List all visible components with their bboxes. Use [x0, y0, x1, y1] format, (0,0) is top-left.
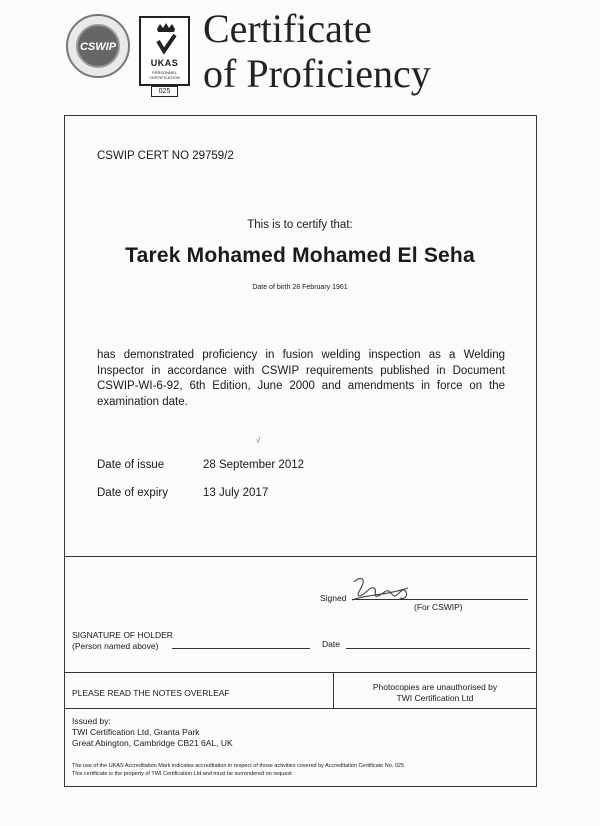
legal-notice-line-1: The use of the UKAS Accreditation Mark indicates accreditation in respect of those activities covered by Accreditation Certificate No. 025: [72, 763, 405, 769]
photocopy-notice-line-2: TWI Certification Ltd: [396, 693, 474, 703]
issue-date-value: 28 September 2012: [203, 459, 305, 471]
date-label: Date: [322, 639, 340, 649]
section-divider-top: [64, 556, 537, 557]
holder-signature-sublabel: (Person named above): [72, 641, 159, 651]
signed-label: Signed: [320, 593, 347, 603]
issuer-block: [72, 716, 233, 749]
date-of-birth: Date of birth 28 February 1961: [252, 284, 348, 291]
expiry-date-label: Date of expiry: [97, 487, 168, 499]
expiry-date-value: 13 July 2017: [203, 487, 269, 499]
ukas-logo-subtitle: PERSONNEL CERTIFICATION: [149, 70, 180, 80]
issue-date-label: Date of issue: [97, 459, 165, 471]
proficiency-statement: has demonstrated proficiency in fusion welding inspection as a Welding Inspector in accordance with CSWIP requirements published in Document CSWIP-WI-6-92, 6th Edition, June 2000 and amendments in force on the examination date.: [97, 349, 505, 408]
section-divider-footer: [64, 708, 537, 709]
cswip-signature: [350, 574, 412, 606]
photocopy-notice-line-1: Photocopies are unauthorised by: [372, 682, 498, 692]
legal-notice-line-2: This certificate is the property of TWI Certification Ltd and must be surrendered on request: [72, 771, 292, 777]
for-cswip-label: (For CSWIP): [414, 602, 463, 612]
crown-check-icon: [154, 21, 178, 57]
photocopy-notice: [333, 682, 537, 704]
cswip-logo-text: CSWIP: [79, 41, 117, 53]
title-line-2: of Proficiency: [203, 51, 431, 96]
check-mark-icon: √: [256, 436, 261, 445]
ukas-accreditation-number: 025: [151, 86, 178, 97]
issuer-address-line-1: TWI Certification Ltd, Granta Park: [72, 727, 200, 737]
cswip-logo: [66, 14, 130, 78]
title-line-1: Certificate: [203, 6, 372, 51]
certificate-title: [203, 6, 431, 96]
certify-text: This is to certify that:: [247, 219, 353, 231]
cswip-signature-line: [352, 599, 528, 600]
holder-signature-label: SIGNATURE OF HOLDER: [72, 630, 173, 640]
section-divider-notes: [64, 672, 537, 673]
ukas-logo: [139, 16, 190, 94]
cswip-logo-emblem: [76, 24, 120, 68]
date-line: [346, 648, 530, 649]
certificate-number: CSWIP CERT NO 29759/2: [97, 150, 234, 162]
ukas-logo-label: UKAS: [150, 58, 179, 68]
holder-signature-line: [172, 648, 310, 649]
read-notes-text: PLEASE READ THE NOTES OVERLEAF: [72, 688, 230, 698]
ukas-logo-box: [139, 16, 190, 86]
issued-by-label: Issued by:: [72, 716, 111, 726]
legal-notice: [72, 762, 404, 778]
issuer-address-line-2: Great Abington, Cambridge CB21 6AL, UK: [72, 738, 233, 748]
holder-name: Tarek Mohamed Mohamed El Seha: [125, 244, 475, 267]
